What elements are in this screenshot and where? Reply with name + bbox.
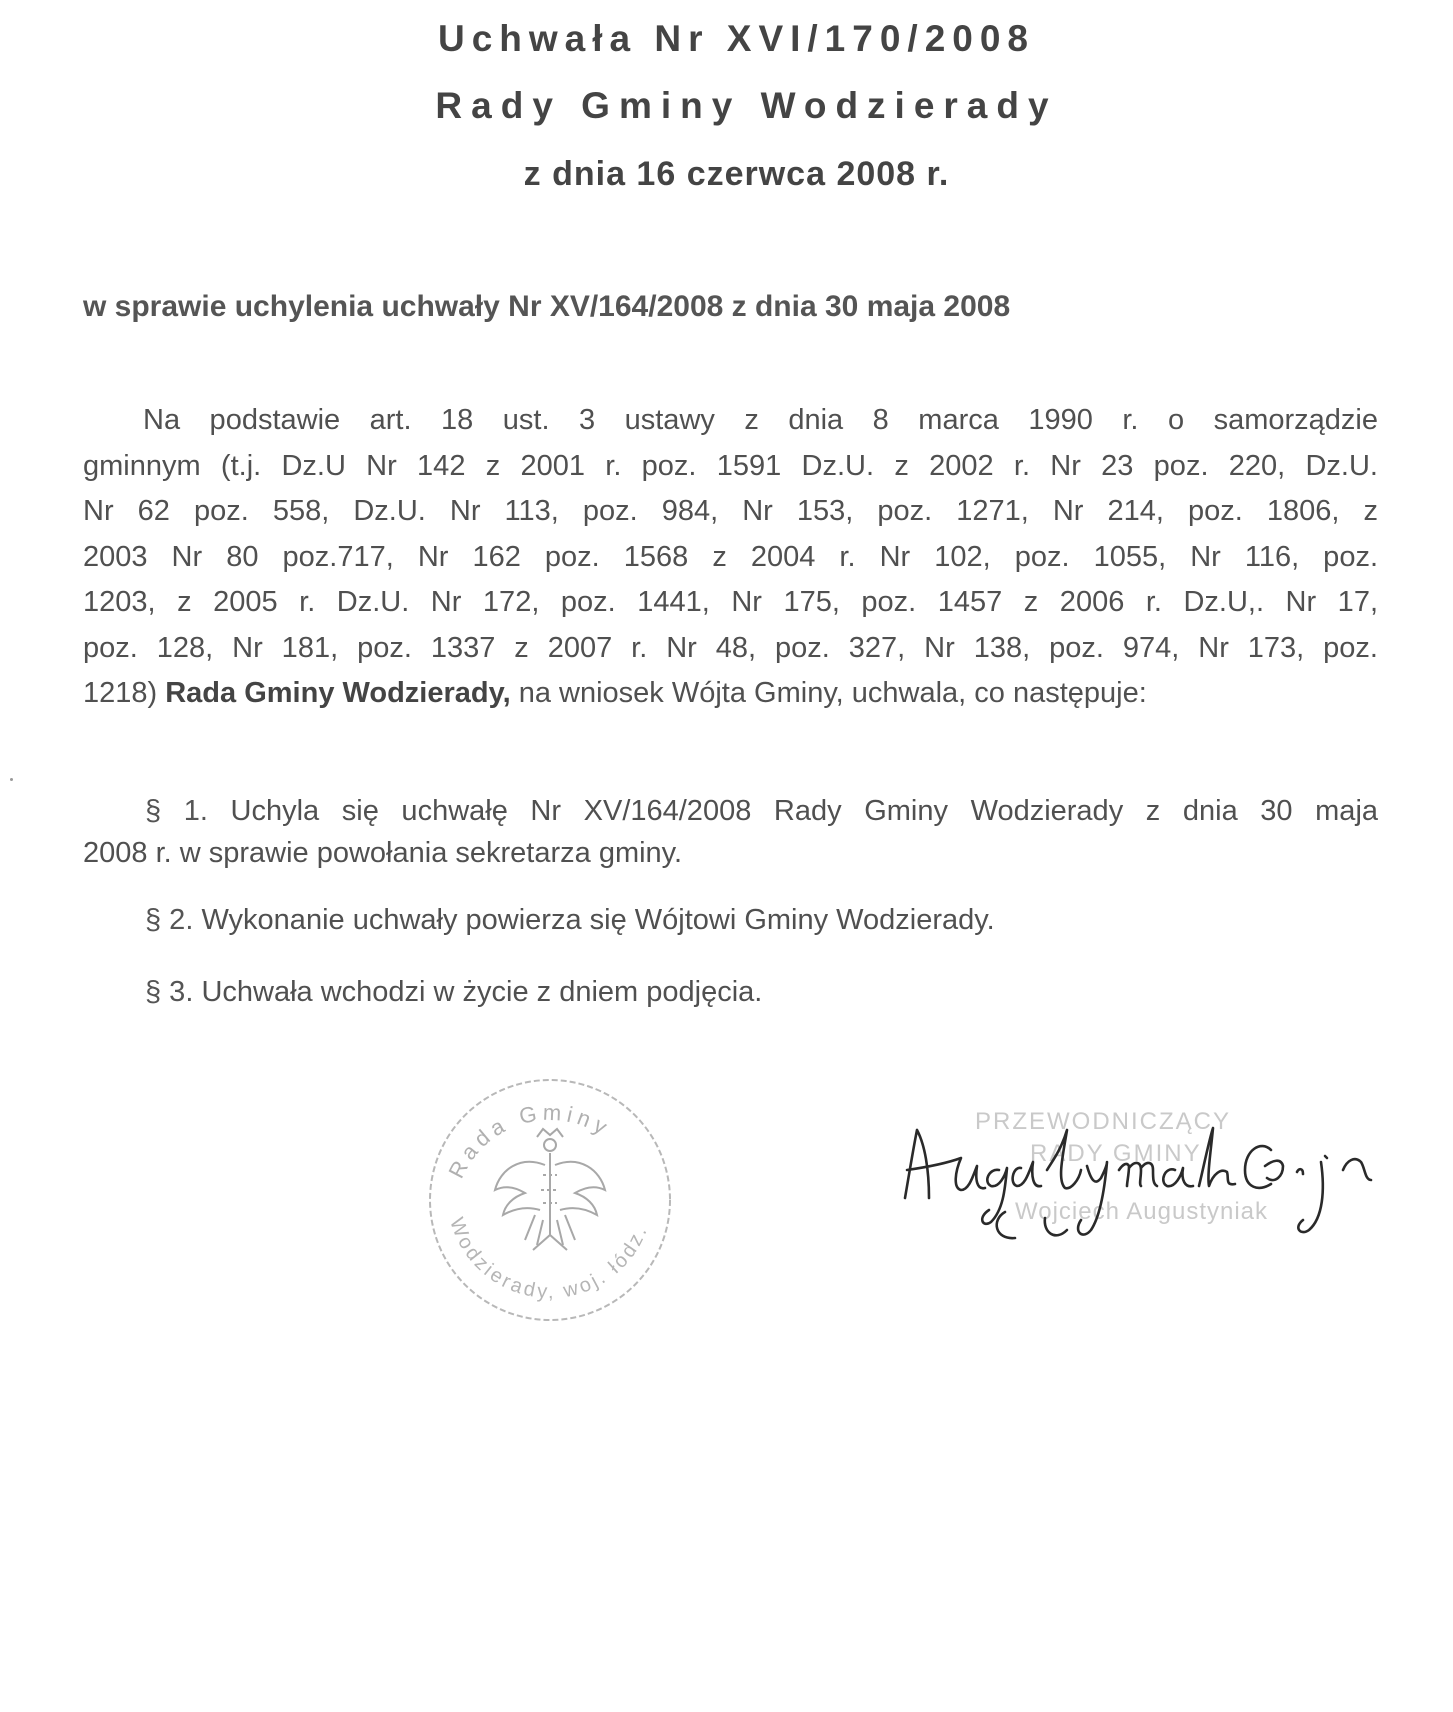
eagle-emblem-icon [495, 1129, 605, 1250]
preamble-line: 1218) Rada Gminy Wodzierady, na wniosek Wójta Gminy, uchwala, co następuje: [83, 677, 1147, 709]
preamble-line: 2003 Nr 80 poz.717, Nr 162 poz. 1568 z 2004 r. Nr 102, poz. 1055, Nr 116, poz. [83, 540, 1378, 573]
section-1 [83, 790, 1378, 874]
resolution-subject: w sprawie uchylenia uchwały Nr XV/164/2008 z dnia 30 maja 2008 [83, 290, 1011, 323]
legal-basis-paragraph [83, 398, 1378, 717]
resolution-title: Uchwała Nr XVI/170/2008 [437, 18, 1036, 59]
scan-speck [10, 778, 13, 781]
chairman-signature-block [895, 1100, 1435, 1260]
stamp-council: RADY GMINY [1030, 1140, 1202, 1167]
section-sign: § 1. [145, 795, 208, 827]
preamble-line: gminnym (t.j. Dz.U Nr 142 z 2001 r. poz. 1591 Dz.U. z 2002 r. Nr 23 poz. 220, Dz.U. [83, 449, 1378, 482]
section-sign: § 2. [145, 904, 194, 936]
handwritten-signature [895, 1100, 1435, 1260]
preamble-line: 1203, z 2005 r. Dz.U. Nr 172, poz. 1441, Nr 175, poz. 1457 z 2006 r. Dz.U,. Nr 17, [83, 586, 1378, 618]
section-2: § 2. Wykonanie uchwały powierza się Wójtowi Gminy Wodzierady. [145, 904, 995, 936]
council-name: Rady Gminy Wodzierady [435, 85, 1058, 126]
section-sign: § 3. [145, 976, 194, 1008]
preamble-line: Na podstawie art. 18 ust. 3 ustawy z dnia 8 marca 1990 r. o samorządzie [143, 404, 1378, 436]
resolution-date: z dnia 16 czerwca 2008 r. [523, 155, 950, 193]
seal-bottom-text: Wodzierady, woj. łódz. [445, 1214, 653, 1304]
stamp-name: Wojciech Augustyniak [1015, 1198, 1269, 1225]
preamble-line: Nr 62 poz. 558, Dz.U. Nr 113, poz. 984, Nr 153, poz. 1271, Nr 214, poz. 1806, z [83, 495, 1378, 527]
section-1-line: 2008 r. w sprawie powołania sekretarza gminy. [83, 837, 683, 869]
seal-top-text: Rada Gminy [443, 1099, 616, 1183]
section-1-line: § 1. Uchyla się uchwałę Nr XV/164/2008 Rady Gminy Wodzierady z dnia 30 maja [145, 795, 1379, 827]
section-3: § 3. Uchwała wchodzi w życie z dniem podjęcia. [145, 976, 763, 1008]
council-seal [425, 1075, 675, 1325]
preamble-line: poz. 128, Nr 181, poz. 1337 z 2007 r. Nr 48, poz. 327, Nr 138, poz. 974, Nr 173, poz. [83, 631, 1378, 664]
stamp-title: PRZEWODNICZĄCY [975, 1108, 1231, 1135]
council-bold-name: Rada Gminy Wodzierady, [165, 677, 511, 709]
